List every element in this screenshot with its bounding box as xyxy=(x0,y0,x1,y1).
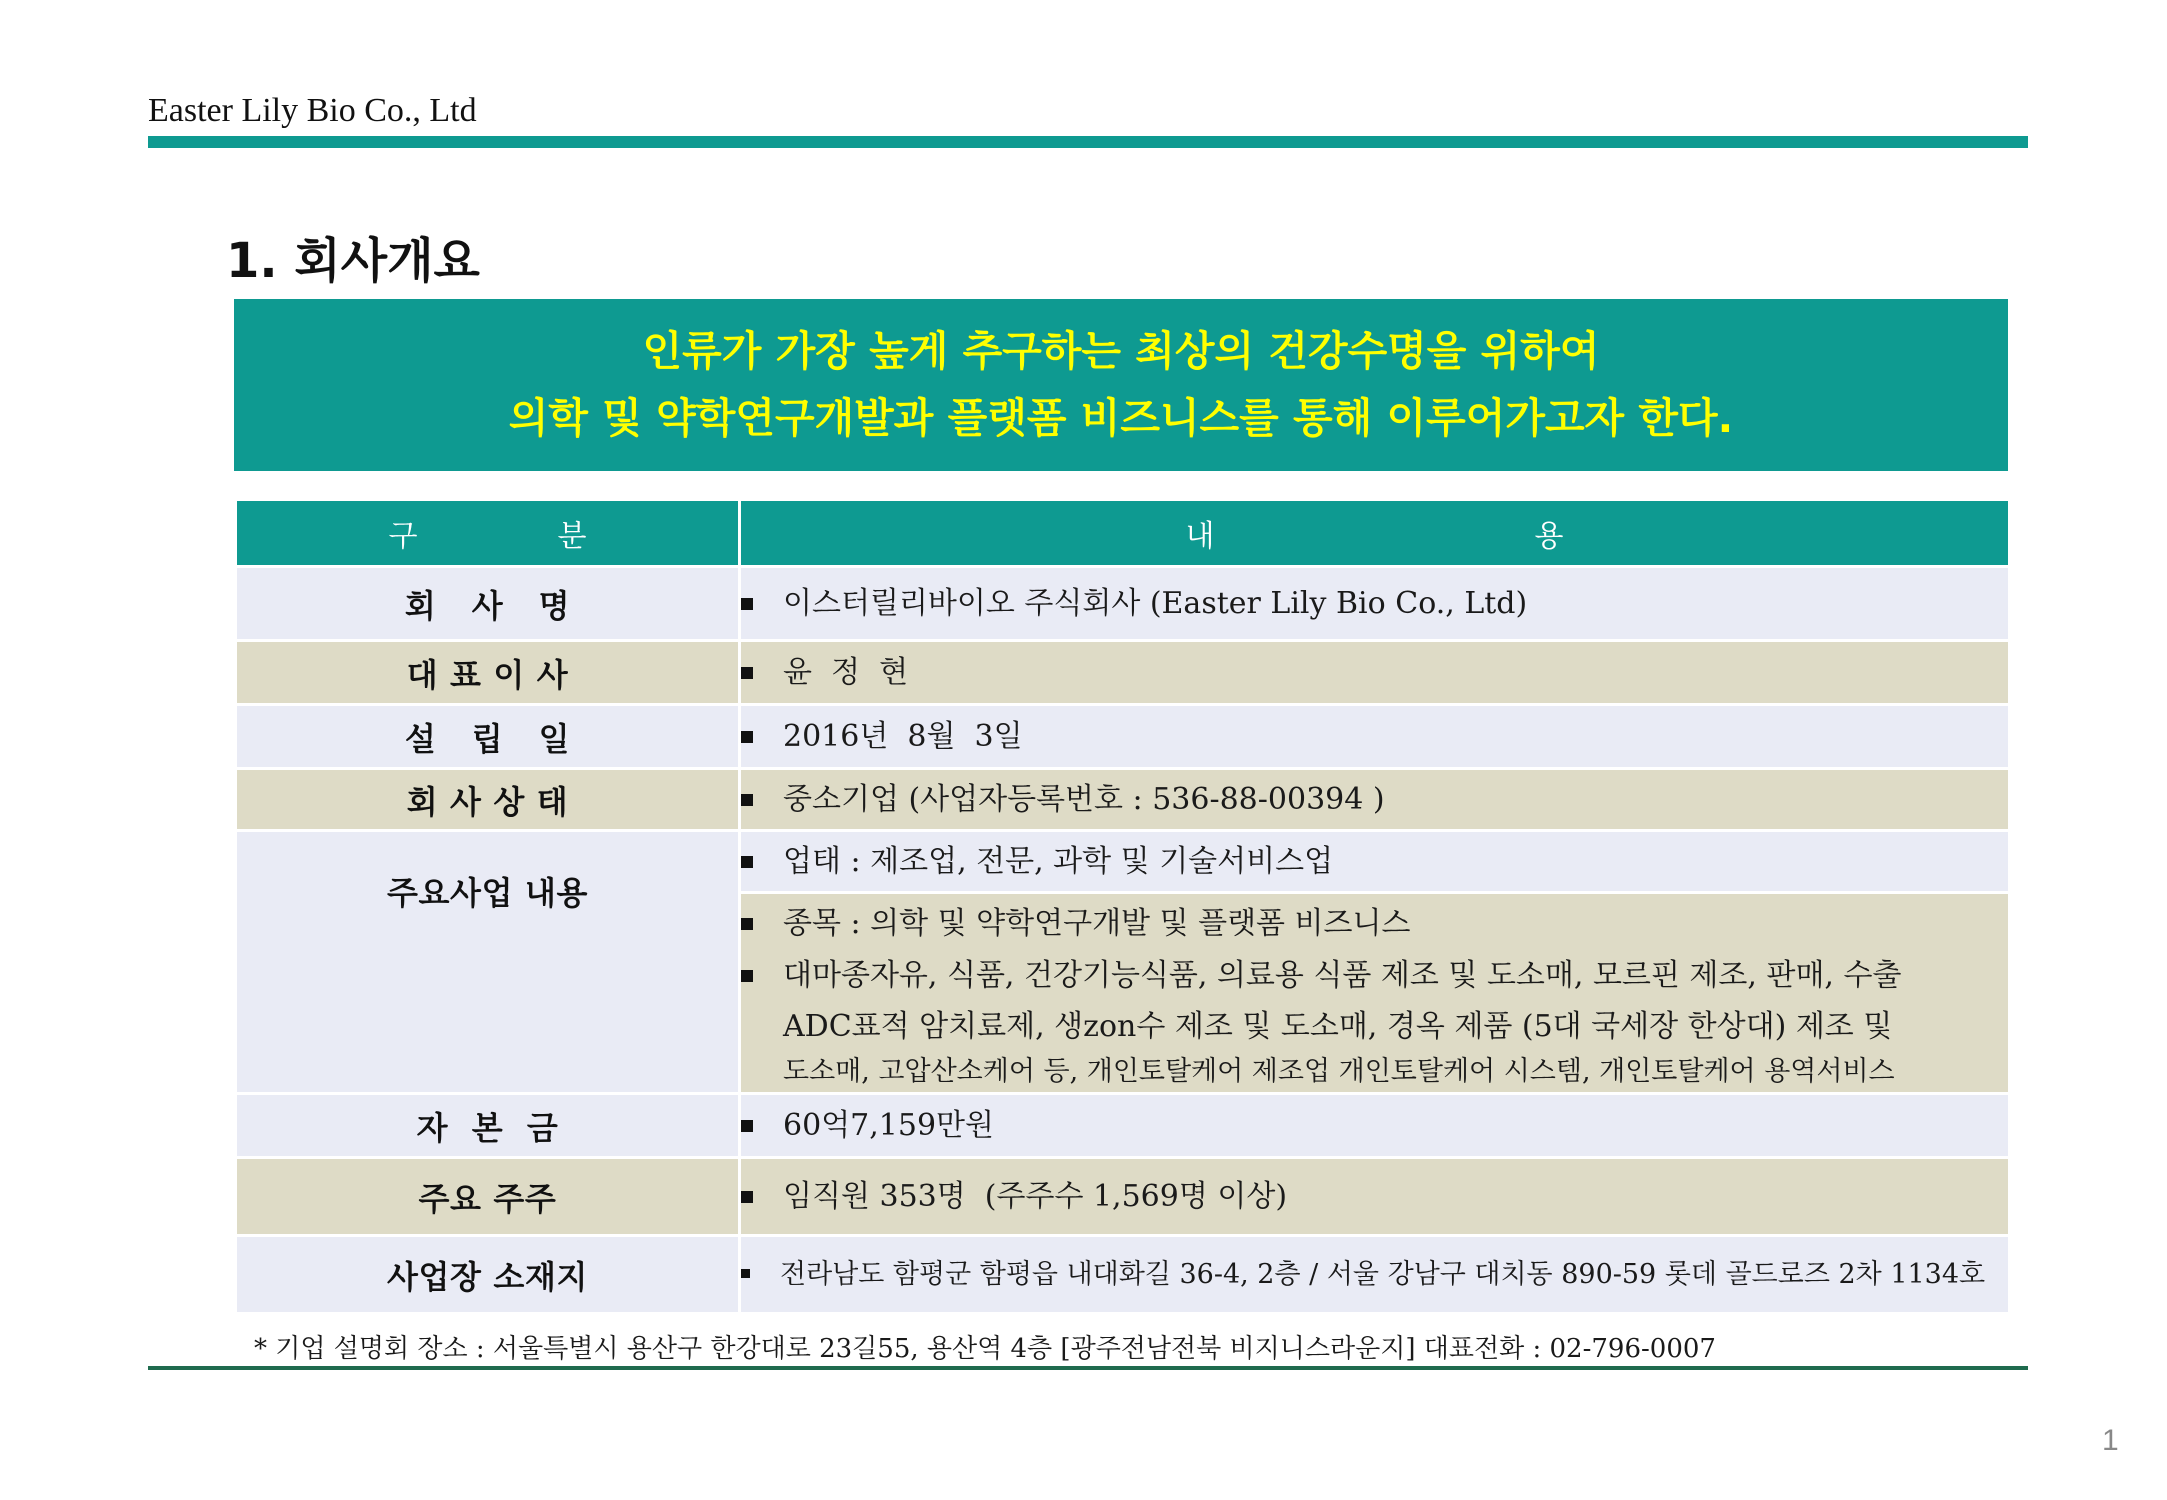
capital-text: 60억7,159만원 xyxy=(783,1107,994,1143)
status-text: 중소기업 (사업자등록번호 : 536-88-00394 ) xyxy=(783,781,1385,817)
row-label-business: 주요사업 내용 xyxy=(236,831,740,1094)
business-items-text-2: 대마종자유, 식품, 건강기능식품, 의료용 식품 제조 및 도소매, 모르핀 제조, 판매, 수출 xyxy=(783,958,1902,993)
row-label-ceo: 대 표 이 사 xyxy=(236,641,740,705)
bullet-icon xyxy=(741,1120,753,1132)
row-value-ceo xyxy=(740,641,2010,705)
bullet-icon xyxy=(741,731,753,743)
table-row xyxy=(236,567,2010,641)
row-value-business-type xyxy=(740,831,2010,893)
business-items-text-4: 도소매, 고압산소케어 등, 개인토탈케어 제조업 개인토탈케어 시스템, 개인토탈케어 용역서비스 xyxy=(783,1056,1895,1087)
mission-line-2: 의학 및 약학연구개발과 플랫폼 비즈니스를 통해 이루어가고자 한다. xyxy=(508,394,1734,442)
bullet-icon xyxy=(741,856,753,868)
row-label-shareholders: 주요 주주 xyxy=(236,1158,740,1236)
company-info-table xyxy=(234,498,2011,1315)
table-row xyxy=(236,1094,2010,1158)
bullet-icon xyxy=(741,598,753,610)
table-row xyxy=(236,1158,2010,1236)
row-label-location: 사업장 소재지 xyxy=(236,1236,740,1314)
location-text: 전라남도 함평군 함평읍 내대화길 36-4, 2층 / 서울 강남구 대치동 890-59 롯데 골드로즈 2차 1134호 xyxy=(780,1258,1986,1290)
table-row xyxy=(236,705,2010,769)
company-header: Easter Lily Bio Co., Ltd xyxy=(148,92,477,129)
header-category xyxy=(236,500,740,567)
header-category-char-2: 분 xyxy=(557,519,587,554)
row-value-capital xyxy=(740,1094,2010,1158)
row-value-business-items xyxy=(740,893,2010,1094)
row-value-shareholders xyxy=(740,1158,2010,1236)
business-type-text: 업태 : 제조업, 전문, 과학 및 기술서비스업 xyxy=(783,843,1334,879)
row-value-location xyxy=(740,1236,2010,1314)
header-content-char-2: 용 xyxy=(1534,519,1564,554)
row-value-company-name xyxy=(740,567,2010,641)
row-value-status xyxy=(740,769,2010,831)
header-content xyxy=(740,500,2010,567)
bottom-divider xyxy=(148,1366,2028,1370)
header-category-char-1: 구 xyxy=(388,519,418,554)
row-label-company-name: 회 사 명 xyxy=(236,567,740,641)
bullet-icon xyxy=(741,1269,750,1278)
bullet-icon xyxy=(741,918,753,930)
page-number: 1 xyxy=(2102,1424,2119,1457)
section-title: 1. 회사개요 xyxy=(226,233,480,289)
table-header-row xyxy=(236,500,2010,567)
table-row xyxy=(236,769,2010,831)
footnote: * 기업 설명회 장소 : 서울특별시 용산구 한강대로 23길55, 용산역 4층 [광주전남전북 비지니스라운지] 대표전화 : 02-796-0007 xyxy=(254,1334,1716,1364)
row-value-founded xyxy=(740,705,2010,769)
table-row xyxy=(236,641,2010,705)
row-label-status: 회 사 상 태 xyxy=(236,769,740,831)
bullet-icon xyxy=(741,1191,753,1203)
mission-banner xyxy=(234,299,2008,471)
bullet-icon xyxy=(741,970,753,982)
table-row xyxy=(236,831,2010,893)
bullet-icon xyxy=(741,667,753,679)
bullet-icon xyxy=(741,794,753,806)
row-label-capital: 자 본 금 xyxy=(236,1094,740,1158)
mission-line-1: 인류가 가장 높게 추구하는 최상의 건강수명을 위하여 xyxy=(642,326,1600,375)
ceo-text: 윤 정 현 xyxy=(783,654,909,690)
header-content-char-1: 내 xyxy=(1185,519,1215,554)
company-name-text: 이스터릴리바이오 주식회사 (Easter Lily Bio Co., Ltd) xyxy=(783,585,1528,621)
table-row xyxy=(236,1236,2010,1314)
top-divider xyxy=(148,136,2028,148)
shareholders-text: 임직원 353명 (주주수 1,569명 이상) xyxy=(783,1178,1288,1214)
business-items-text-3: ADC표적 암치료제, 생zon수 제조 및 도소매, 경옥 제품 (5대 국세장 한상대) 제조 및 xyxy=(783,1009,1893,1044)
business-items-text: 종목 : 의학 및 약학연구개발 및 플랫폼 비즈니스 xyxy=(783,906,1411,941)
founded-text: 2016년 8월 3일 xyxy=(783,718,1023,754)
row-label-founded: 설 립 일 xyxy=(236,705,740,769)
